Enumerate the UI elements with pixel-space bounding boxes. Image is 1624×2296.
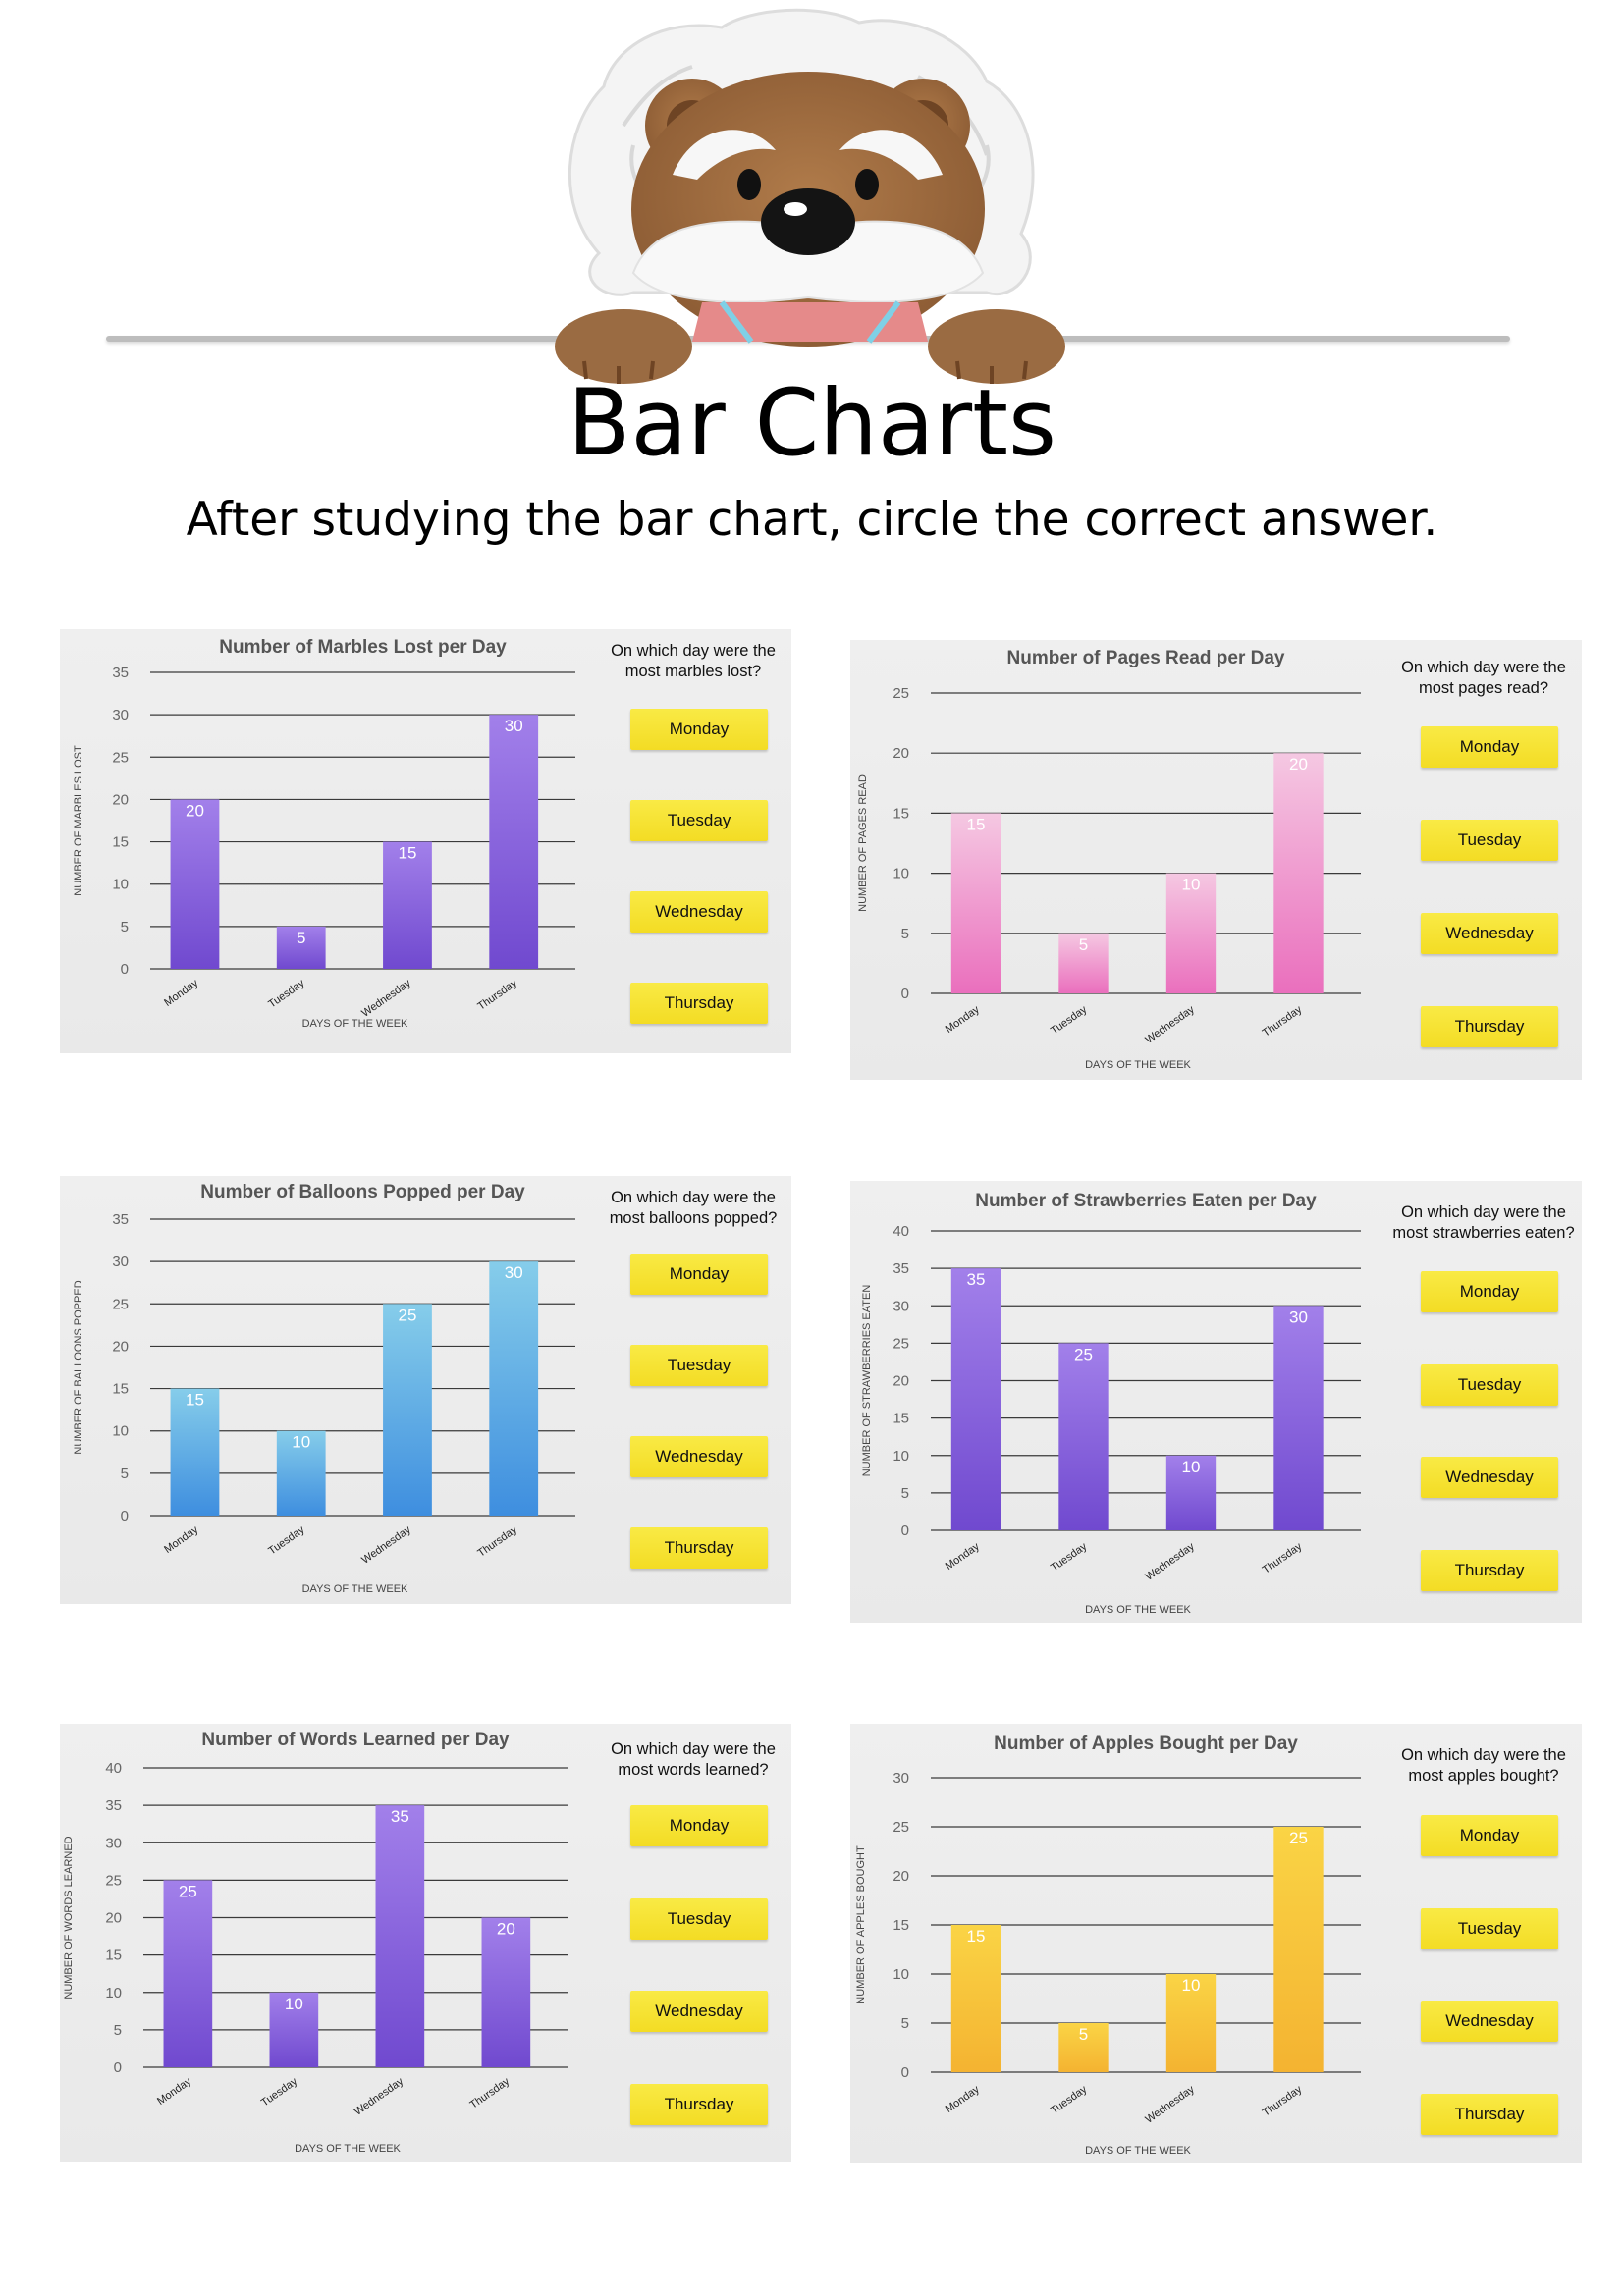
- x-tick-label: Thursday: [1260, 2083, 1305, 2119]
- chart-panel-strawberries: [850, 1181, 1582, 1623]
- y-tick-label: 20: [105, 1909, 122, 1927]
- y-tick-label: 20: [112, 791, 129, 809]
- answer-button-monday[interactable]: Monday: [1421, 1815, 1558, 1856]
- y-tick-label: 10: [893, 1966, 909, 1983]
- y-tick-label: 0: [113, 2059, 122, 2076]
- bar-value-label: 15: [966, 1927, 986, 1946]
- bar-tuesday: [1058, 1343, 1108, 1530]
- x-tick-label: Wednesday: [1143, 1540, 1197, 1583]
- y-tick-label: 25: [112, 1296, 129, 1313]
- x-tick-label: Thursday: [475, 1523, 519, 1560]
- y-tick-label: 20: [893, 745, 909, 763]
- bar-monday: [951, 1268, 1001, 1530]
- question-text: On which day were the most words learned?: [611, 1740, 776, 1779]
- bar-value-label: 15: [398, 843, 417, 863]
- answer-button-thursday[interactable]: Thursday: [1421, 1006, 1558, 1047]
- bar-chart-pages: [850, 640, 1400, 1080]
- bar-value-label: 15: [186, 1390, 204, 1410]
- bar-value-label: 25: [1289, 1829, 1308, 1847]
- x-tick-label: Wednesday: [359, 1523, 413, 1567]
- bar-value-label: 10: [1181, 875, 1201, 894]
- y-tick-label: 15: [112, 833, 129, 851]
- x-tick-label: Tuesday: [1049, 1003, 1090, 1038]
- x-tick-label: Wednesday: [352, 2075, 406, 2118]
- bar-value-label: 35: [966, 1270, 986, 1290]
- y-tick-label: 5: [900, 1484, 909, 1502]
- page-instructions: After studying the bar chart, circle the correct answer.: [186, 493, 1438, 547]
- bar-value-label: 5: [1078, 934, 1089, 954]
- bar-value-label: 10: [292, 1432, 311, 1452]
- x-tick-label: Tuesday: [266, 977, 307, 1011]
- x-tick-label: Tuesday: [258, 2075, 300, 2109]
- bar-value-label: 10: [1181, 1457, 1201, 1476]
- bar-wednesday: [376, 1805, 425, 2067]
- bar-value-label: 20: [1289, 755, 1308, 774]
- page-title: Bar Charts: [568, 370, 1056, 477]
- answer-button-wednesday[interactable]: Wednesday: [1421, 1457, 1558, 1498]
- y-tick-label: 40: [893, 1223, 909, 1240]
- x-tick-label: Thursday: [1260, 1540, 1305, 1576]
- answer-button-thursday[interactable]: Thursday: [630, 983, 768, 1024]
- chart-title: Number of Apples Bought per Day: [994, 1734, 1298, 1754]
- y-tick-label: 30: [893, 1298, 909, 1315]
- bar-monday: [951, 813, 1001, 993]
- bar-thursday: [1273, 1306, 1323, 1530]
- answer-button-tuesday[interactable]: Tuesday: [630, 800, 768, 841]
- x-axis-label: DAYS OF THE WEEK: [301, 1583, 408, 1595]
- y-tick-label: 0: [900, 986, 909, 1002]
- answer-button-wednesday[interactable]: Wednesday: [630, 891, 768, 933]
- y-tick-label: 25: [105, 1872, 122, 1890]
- y-tick-label: 10: [893, 865, 909, 882]
- y-tick-label: 30: [105, 1835, 122, 1852]
- y-tick-label: 20: [893, 1868, 909, 1885]
- y-tick-label: 35: [893, 1260, 909, 1278]
- y-tick-label: 10: [112, 876, 129, 893]
- answer-button-monday[interactable]: Monday: [1421, 1271, 1558, 1312]
- answer-button-tuesday[interactable]: Tuesday: [630, 1345, 768, 1386]
- y-tick-label: 25: [893, 1819, 909, 1836]
- bar-value-label: 30: [504, 1263, 523, 1283]
- y-tick-label: 20: [893, 1372, 909, 1390]
- answer-button-tuesday[interactable]: Tuesday: [1421, 820, 1558, 861]
- bar-value-label: 10: [1181, 1976, 1201, 1995]
- y-tick-label: 25: [893, 685, 909, 702]
- x-tick-label: Thursday: [467, 2075, 513, 2111]
- y-tick-label: 35: [105, 1797, 122, 1815]
- answer-button-monday[interactable]: Monday: [630, 1805, 768, 1846]
- y-axis-label: NUMBER OF WORDS LEARNED: [63, 1836, 75, 2000]
- y-tick-label: 15: [105, 1947, 122, 1964]
- chart-panel-apples: [850, 1724, 1582, 2163]
- x-axis-label: DAYS OF THE WEEK: [1085, 2145, 1191, 2157]
- answer-button-wednesday[interactable]: Wednesday: [630, 1436, 768, 1477]
- bar-thursday: [489, 715, 538, 969]
- chart-title: Number of Marbles Lost per Day: [219, 637, 507, 658]
- bar-value-label: 25: [178, 1882, 197, 1901]
- answer-button-tuesday[interactable]: Tuesday: [1421, 1364, 1558, 1406]
- x-tick-label: Tuesday: [266, 1523, 307, 1558]
- x-tick-label: Monday: [162, 1523, 201, 1556]
- y-tick-label: 5: [113, 2021, 122, 2039]
- bar-thursday: [1273, 753, 1323, 993]
- x-tick-label: Monday: [943, 1003, 982, 1036]
- answer-button-wednesday[interactable]: Wednesday: [630, 1991, 768, 2032]
- bar-value-label: 25: [1074, 1345, 1093, 1364]
- bear-mascot-icon: [496, 8, 1124, 386]
- y-tick-label: 0: [900, 2064, 909, 2081]
- y-tick-label: 30: [112, 707, 129, 724]
- question-text: On which day were the most pages read?: [1401, 659, 1566, 697]
- bar-chart-apples: [850, 1724, 1400, 2163]
- x-tick-label: Monday: [943, 2083, 982, 2115]
- y-tick-label: 5: [900, 925, 909, 942]
- y-tick-label: 0: [120, 1508, 129, 1524]
- bar-thursday: [482, 1918, 531, 2068]
- y-tick-label: 40: [105, 1760, 122, 1777]
- y-axis-label: NUMBER OF APPLES BOUGHT: [855, 1845, 867, 2004]
- x-tick-label: Monday: [943, 1540, 982, 1573]
- bar-value-label: 5: [1078, 2025, 1089, 2044]
- x-axis-label: DAYS OF THE WEEK: [295, 2143, 401, 2155]
- y-tick-label: 0: [120, 961, 129, 978]
- question-text: On which day were the most strawberries eaten?: [1392, 1203, 1575, 1242]
- x-tick-label: Thursday: [1260, 1003, 1305, 1040]
- y-tick-label: 15: [893, 1917, 909, 1934]
- y-tick-label: 10: [893, 1447, 909, 1465]
- x-tick-label: Monday: [155, 2075, 194, 2108]
- bar-value-label: 20: [186, 801, 204, 821]
- bar-value-label: 30: [504, 717, 523, 736]
- y-axis-label: NUMBER OF STRAWBERRIES EATEN: [861, 1284, 873, 1477]
- y-tick-label: 30: [893, 1770, 909, 1787]
- y-tick-label: 5: [120, 918, 129, 935]
- y-tick-label: 30: [112, 1254, 129, 1271]
- bar-chart-marbles: [60, 629, 610, 1053]
- x-axis-label: DAYS OF THE WEEK: [1085, 1059, 1191, 1071]
- answer-button-monday[interactable]: Monday: [630, 709, 768, 750]
- y-tick-label: 10: [112, 1422, 129, 1440]
- answer-button-monday[interactable]: Monday: [630, 1254, 768, 1295]
- y-axis-label: NUMBER OF MARBLES LOST: [73, 745, 84, 896]
- y-tick-label: 10: [105, 1984, 122, 2002]
- answer-button-thursday[interactable]: Thursday: [1421, 2094, 1558, 2135]
- x-axis-label: DAYS OF THE WEEK: [1085, 1604, 1191, 1616]
- chart-title: Number of Words Learned per Day: [201, 1730, 510, 1750]
- y-tick-label: 0: [900, 1522, 909, 1539]
- chart-title: Number of Balloons Popped per Day: [200, 1182, 525, 1202]
- bar-wednesday: [383, 1304, 432, 1516]
- y-tick-label: 5: [900, 2015, 909, 2032]
- chart-panel-balloons: [60, 1176, 791, 1604]
- chart-panel-words: [60, 1724, 791, 2162]
- bar-value-label: 35: [390, 1807, 409, 1827]
- y-tick-label: 20: [112, 1338, 129, 1356]
- bar-value-label: 25: [398, 1306, 417, 1325]
- bar-chart-words: [60, 1724, 610, 2162]
- chart-title: Number of Pages Read per Day: [1006, 648, 1285, 668]
- chart-title: Number of Strawberries Eaten per Day: [975, 1191, 1317, 1211]
- bar-monday: [951, 1925, 1001, 2072]
- bar-chart-strawberries: [850, 1181, 1400, 1623]
- question-text: On which day were the most apples bought?: [1401, 1746, 1566, 1785]
- x-tick-label: Thursday: [475, 977, 519, 1013]
- x-tick-label: Wednesday: [1143, 1003, 1197, 1046]
- question-text: On which day were the most balloons popped?: [609, 1189, 778, 1227]
- y-tick-label: 25: [893, 1335, 909, 1353]
- question-text: On which day were the most marbles lost?: [611, 642, 776, 680]
- x-tick-label: Tuesday: [1049, 1540, 1090, 1575]
- x-tick-label: Wednesday: [359, 977, 413, 1020]
- answer-button-wednesday[interactable]: Wednesday: [1421, 2001, 1558, 2042]
- y-tick-label: 25: [112, 749, 129, 767]
- y-tick-label: 15: [893, 1410, 909, 1427]
- bar-thursday: [1273, 1827, 1323, 2072]
- bar-monday: [171, 799, 220, 969]
- y-tick-label: 15: [112, 1380, 129, 1398]
- answer-button-thursday[interactable]: Thursday: [630, 2084, 768, 2125]
- x-axis-label: DAYS OF THE WEEK: [301, 1018, 408, 1030]
- answer-button-thursday[interactable]: Thursday: [630, 1527, 768, 1569]
- bar-chart-balloons: [60, 1176, 610, 1604]
- y-tick-label: 35: [112, 665, 129, 681]
- y-tick-label: 5: [120, 1465, 129, 1482]
- answer-button-monday[interactable]: Monday: [1421, 726, 1558, 768]
- answer-button-wednesday[interactable]: Wednesday: [1421, 913, 1558, 954]
- x-tick-label: Monday: [162, 977, 201, 1009]
- chart-panel-pages: [850, 640, 1582, 1080]
- bar-monday: [164, 1880, 213, 2067]
- answer-button-tuesday[interactable]: Tuesday: [630, 1898, 768, 1940]
- bar-thursday: [489, 1261, 538, 1516]
- x-tick-label: Wednesday: [1143, 2083, 1197, 2126]
- bar-value-label: 5: [296, 928, 306, 947]
- y-axis-label: NUMBER OF PAGES READ: [857, 774, 869, 912]
- chart-panel-marbles: [60, 629, 791, 1053]
- y-tick-label: 15: [893, 805, 909, 823]
- bar-value-label: 20: [496, 1919, 515, 1939]
- y-axis-label: NUMBER OF BALLOONS POPPED: [73, 1280, 84, 1455]
- bar-value-label: 30: [1289, 1308, 1308, 1327]
- answer-button-tuesday[interactable]: Tuesday: [1421, 1908, 1558, 1949]
- y-tick-label: 35: [112, 1211, 129, 1228]
- bar-value-label: 10: [284, 1994, 303, 2013]
- bar-value-label: 15: [966, 815, 986, 834]
- x-tick-label: Tuesday: [1049, 2083, 1090, 2117]
- answer-button-thursday[interactable]: Thursday: [1421, 1550, 1558, 1591]
